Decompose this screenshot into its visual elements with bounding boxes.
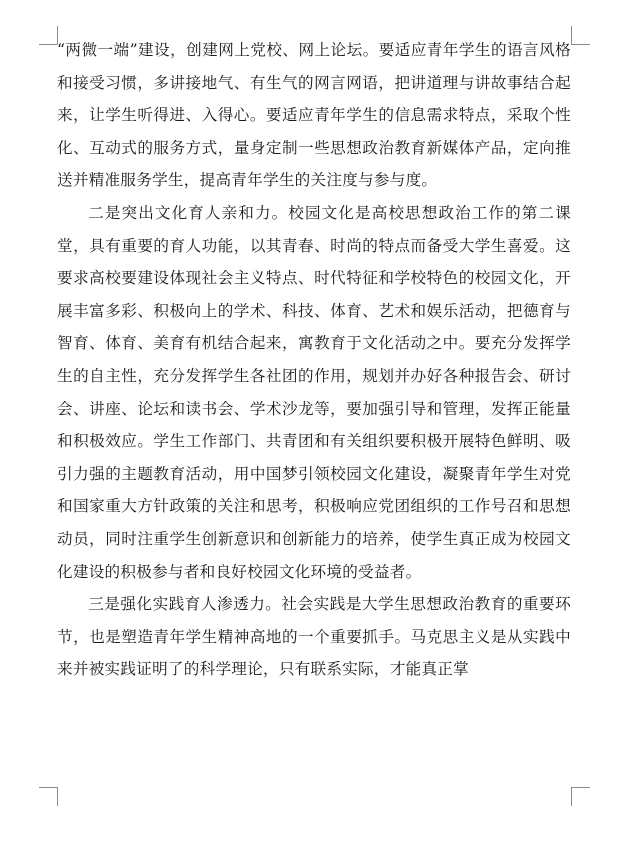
document-body — [57, 34, 571, 686]
paragraph-practice-education: 三是强化实践育人渗透力。社会实践是大学生思想政治教育的重要环节，也是塑造青年学生精神高地的一个重要抓手。马克思主义是从实践中来并被实践证明了的科学理论，只有联系实际，才能真正掌 — [57, 595, 571, 679]
paragraph-cultural-education: 二是突出文化育人亲和力。校园文化是高校思想政治工作的第二课堂，具有重要的育人功能，以其青春、时尚的特点而备受大学生喜爱。这要求高校要建设体现社会主义特点、时代特征和学校特色的校园文化，开展丰富多彩、积极向上的学术、科技、体育、艺术和娱乐活动，把德育与智育、体育、美育有机结合起来，寓教育于文化活动之中。要充分发挥学生的自主性，充分发挥学生各社团的作用，规划并办好各种报告会、研讨会、讲座、论坛和读书会、学术沙龙等，要加强引导和管理，发挥正能量和积极效应。学生工作部门、共青团和有关组织要积极开展特色鲜明、吸引力强的主题教育活动，用中国梦引领校园文化建设，凝聚青年学生对党和国家重大方针政策的关注和思考，积极响应党团组织的工作号召和思想动员，同时注重学生创新意识和创新能力的培养，使学生真正成为校园文化建设的积极参与者和良好校园文化环境的受益者。 — [57, 203, 571, 581]
crop-mark-bottom-left — [39, 787, 58, 806]
paragraph-continued: “两微一端”建设，创建网上党校、网上论坛。要适应青年学生的语言风格和接受习惯，多讲接地气、有生气的网言网语，把讲道理与讲故事结合起来，让学生听得进、入得心。要适应青年学生的信息需求特点，采取个性化、互动式的服务方式，量身定制一些思想政治教育新媒体产品，定向推送并精准服务学生，提高青年学生的关注度与参与度。 — [57, 41, 571, 190]
crop-mark-top-right — [571, 26, 590, 45]
crop-mark-top-left — [39, 26, 58, 45]
crop-mark-bottom-right — [571, 787, 590, 806]
